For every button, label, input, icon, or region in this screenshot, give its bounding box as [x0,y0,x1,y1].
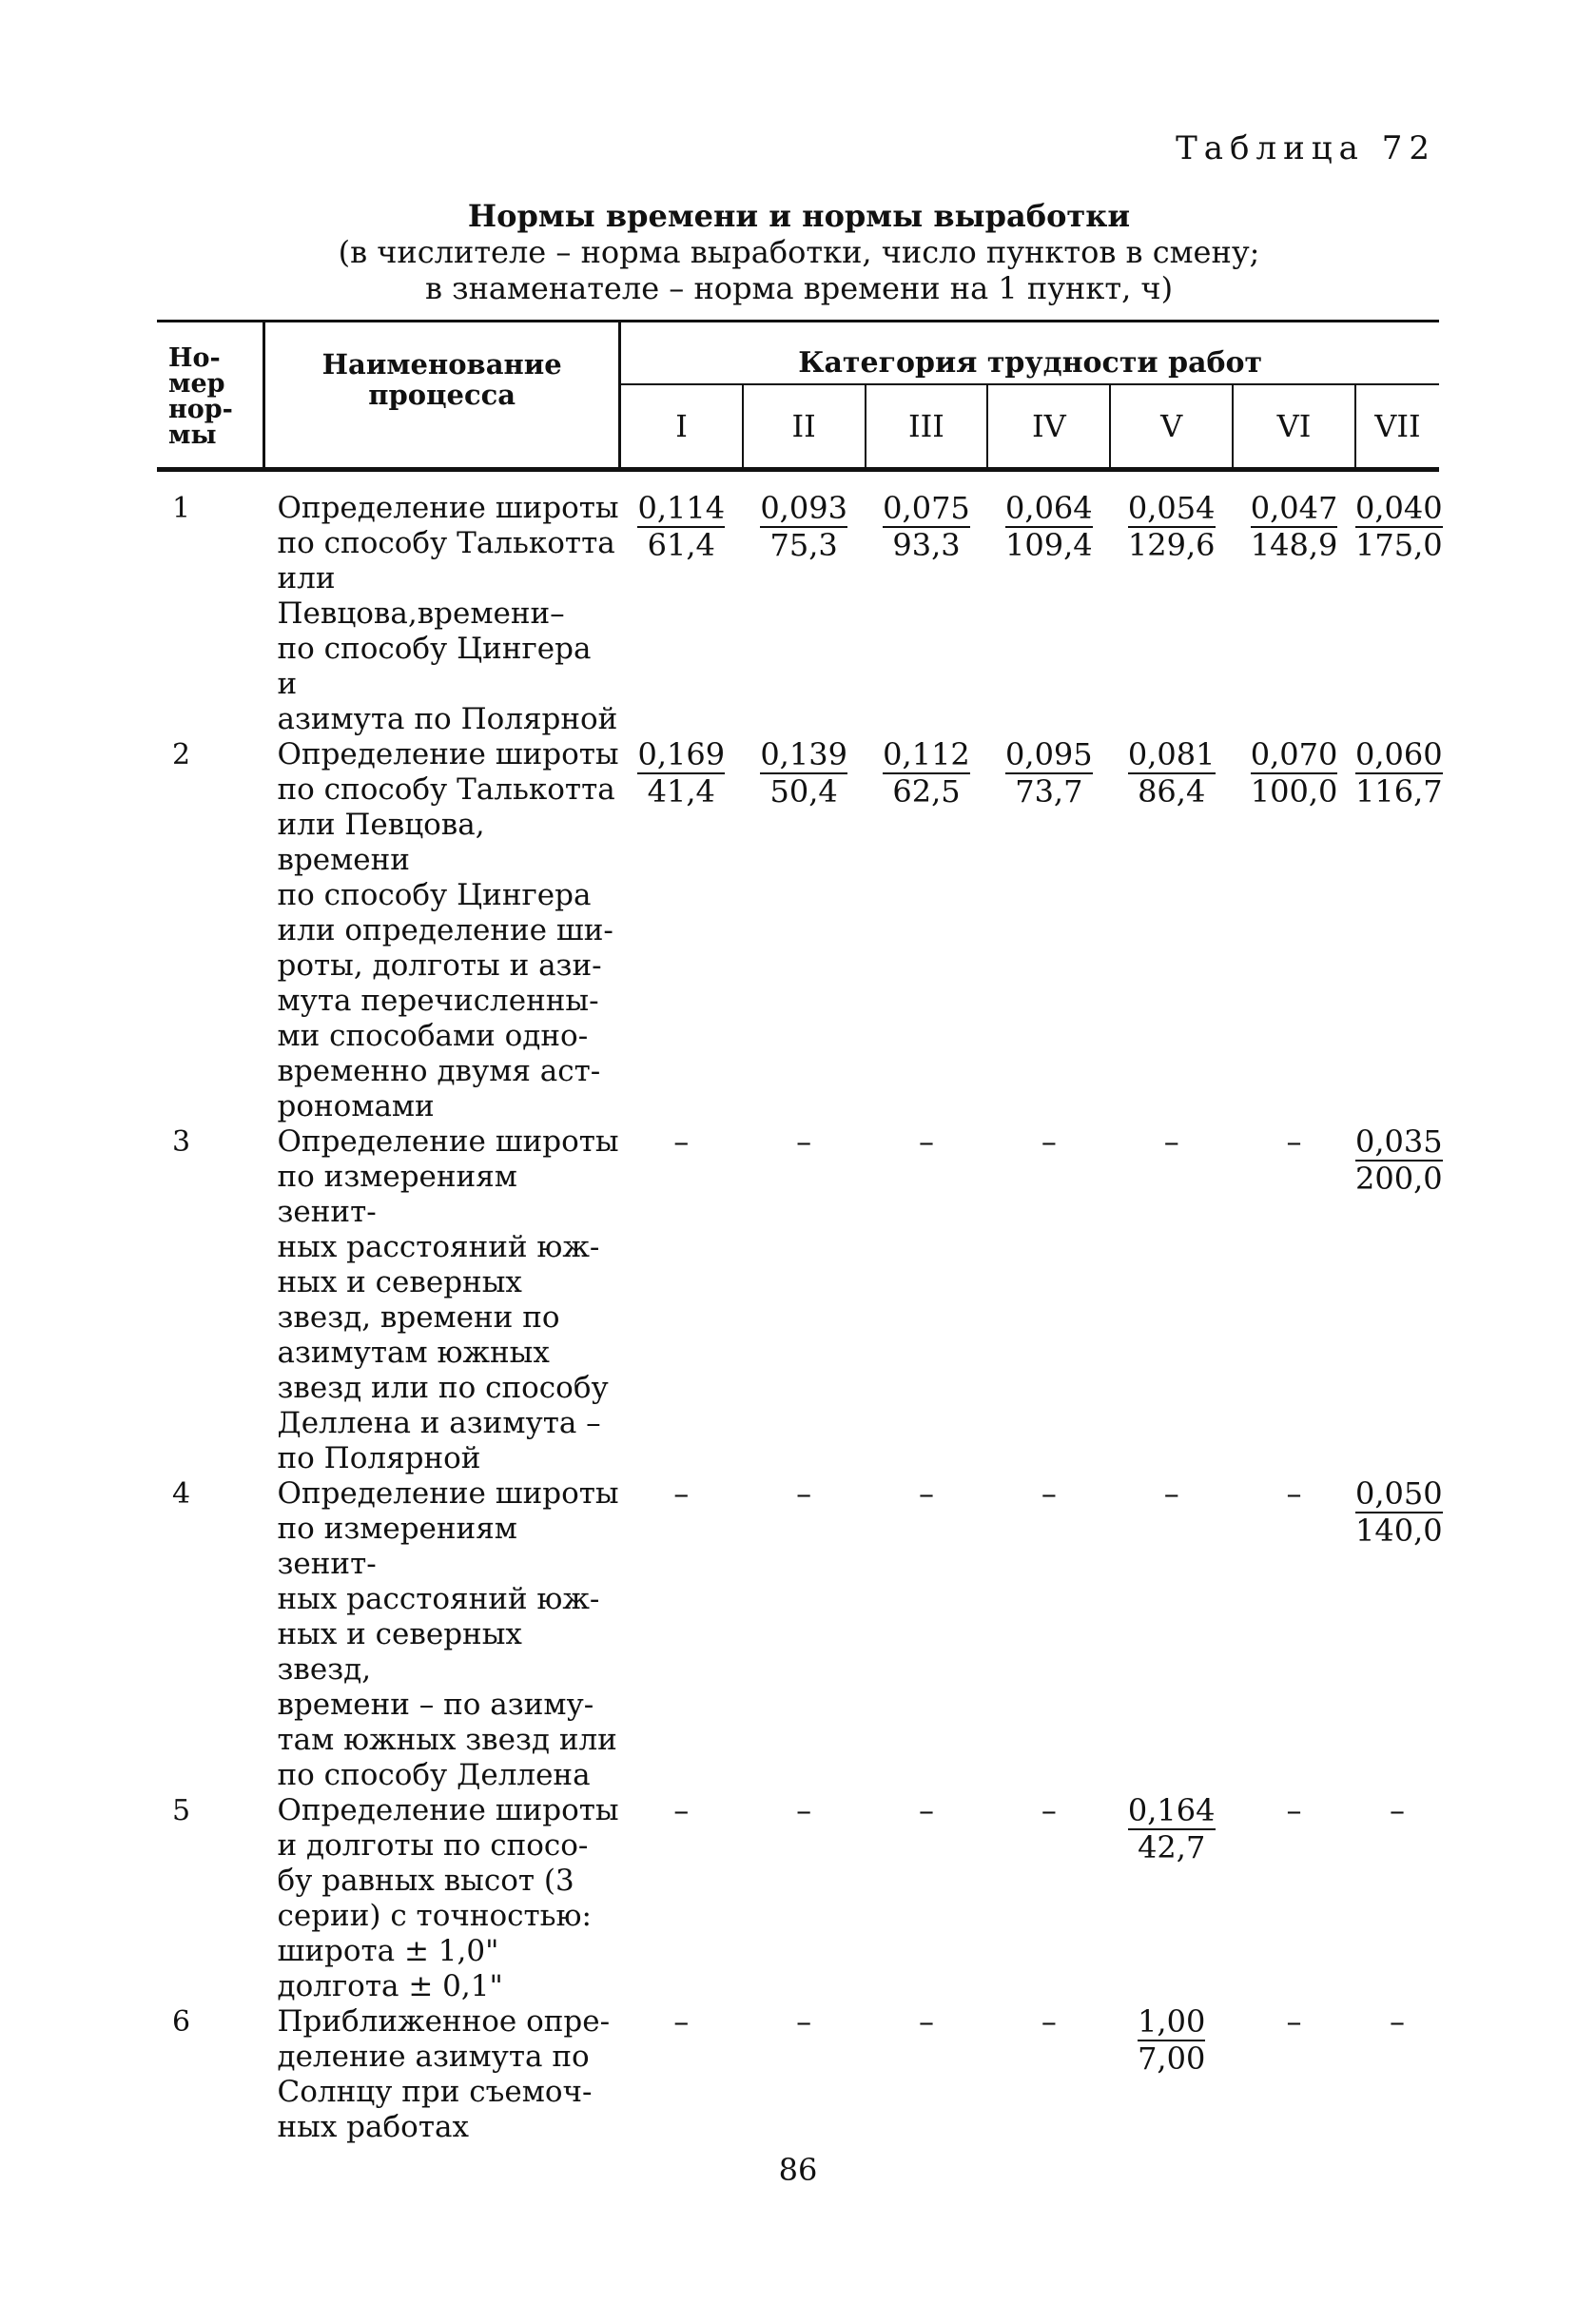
value-cell [743,470,866,738]
empty-dash: – [796,1123,812,1160]
value-cell [620,1476,743,1793]
empty-dash: – [1286,1123,1302,1160]
fraction-numerator: 0,114 [637,490,726,526]
fraction-denominator: 116,7 [1354,773,1443,810]
fraction-denominator: 140,0 [1354,1513,1443,1549]
empty-dash: – [1041,1475,1057,1512]
empty-dash: – [918,1123,934,1160]
header-category-6: VI [1233,384,1355,470]
value-cell [743,1476,866,1793]
row-number: 1 [172,492,191,525]
fraction-numerator: 1,00 [1138,2003,1206,2040]
header-number [157,322,264,470]
table-title [314,198,1284,306]
fraction-denominator: 75,3 [769,527,838,563]
table-row [157,1793,1439,2004]
value-cell [620,1124,743,1476]
value-cell [620,2004,743,2145]
row-number: 2 [172,738,191,771]
table-row [157,737,1439,1124]
empty-dash: – [1389,2003,1405,2040]
table-row [157,2004,1439,2145]
fraction-denominator: 93,3 [892,527,961,563]
value-cell [1233,470,1355,738]
value-cell [620,470,743,738]
header-category-1: I [620,384,743,470]
empty-dash: – [796,2003,812,2040]
value-cell [1354,470,1443,738]
empty-dash: – [673,2003,690,2040]
norm-fraction [1355,491,1443,563]
value-cell [987,1124,1110,1476]
row-process-name: Определение широты и долготы по спосо- бу равных высот (3 серии) с точностью: широта ± 1,0" долгота ± 0,1" [277,1793,619,2003]
header-name [264,322,620,470]
fraction-numerator: 0,047 [1250,490,1338,526]
norm-fraction [637,491,725,563]
title-line-1: Нормы времени и нормы выработки [467,198,1131,234]
fraction-denominator: 200,0 [1354,1161,1443,1197]
fraction-numerator: 0,112 [883,736,970,772]
value-cell [866,1793,988,2004]
title-line-3: в знаменателе – норма времени на 1 пункт, ч) [424,270,1174,306]
fraction-numerator: 0,035 [1354,1123,1443,1160]
value-cell [1233,2004,1355,2145]
value-cell [1354,1475,1443,1793]
empty-dash: – [796,1475,812,1512]
norms-table [157,320,1443,2145]
fraction-numerator: 0,093 [760,490,847,526]
norm-fraction [1355,1476,1443,1549]
value-cell [987,470,1110,738]
header-category-5: V [1110,384,1233,470]
value-cell [1355,2004,1439,2145]
norm-fraction [1005,737,1093,810]
value-cell [866,470,988,738]
value-cell [866,1124,988,1476]
norm-fraction [1355,1124,1443,1197]
fraction-numerator: 0,095 [1005,736,1093,772]
norm-fraction [1128,491,1216,563]
value-cell [1233,1476,1355,1793]
empty-dash: – [1163,1123,1179,1160]
value-cell [987,1793,1110,2004]
fraction-denominator: 100,0 [1250,773,1338,810]
header-number-text: Но- мер нор- мы [168,343,233,450]
value-cell [743,1124,866,1476]
value-cell [1110,737,1233,1124]
value-cell [987,2004,1110,2145]
norm-fraction [1005,491,1093,563]
page-number: 86 [778,2152,818,2188]
row-number: 3 [172,1125,191,1159]
value-cell [1233,1124,1355,1476]
fraction-denominator: 50,4 [769,773,838,810]
table-body [157,470,1443,2146]
header-name-text: Наименование процесса [321,348,562,411]
header-category-4: IV [987,384,1110,470]
value-cell [866,737,988,1124]
header-category-2: II [743,384,866,470]
value-cell [1354,1123,1443,1476]
row-process-name: Определение широты по способу Талькотта или Певцова, времени по способу Цингера или определение ши- роты, долготы и ази- мута перечисленны- ми способами одно- временно двумя аст- рономами [277,737,619,1123]
empty-dash: – [796,1792,812,1828]
fraction-denominator: 61,4 [647,527,715,563]
table-row [157,1476,1439,1793]
fraction-numerator: 0,060 [1354,736,1443,772]
norm-fraction [760,737,847,810]
header-category: Категория трудности работ [620,322,1439,385]
value-cell [743,1793,866,2004]
empty-dash: – [918,1792,934,1828]
empty-dash: – [673,1475,690,1512]
fraction-denominator: 175,0 [1354,527,1443,563]
fraction-numerator: 0,169 [637,736,726,772]
value-cell [987,737,1110,1124]
empty-dash: – [918,2003,934,2040]
fraction-numerator: 0,081 [1127,736,1216,772]
value-cell [620,1793,743,2004]
table-label: Таблица 72 [1176,129,1436,167]
header-category-7: VII [1355,384,1439,470]
empty-dash: – [918,1475,934,1512]
fraction-numerator: 0,054 [1127,490,1216,526]
value-cell [743,2004,866,2145]
value-cell [620,737,743,1124]
value-cell [1233,1793,1355,2004]
value-cell [1233,737,1355,1124]
fraction-numerator: 0,050 [1354,1475,1443,1512]
norm-fraction [1128,737,1216,810]
fraction-numerator: 0,064 [1005,490,1093,526]
value-cell [1355,1793,1439,2004]
table-row [157,470,1439,738]
table-row [157,1124,1439,1476]
empty-dash: – [1163,1475,1179,1512]
row-number: 4 [172,1477,191,1511]
norm-fraction [1251,737,1338,810]
row-number: 5 [172,1794,191,1827]
row-number: 6 [172,2005,191,2039]
fraction-numerator: 0,040 [1354,490,1443,526]
fraction-denominator: 73,7 [1015,773,1083,810]
fraction-denominator: 109,4 [1005,527,1093,563]
row-process-name: Определение широты по измерениям зенит- ных расстояний юж- ных и северных звезд, времени по азимутам южных звезд или по способу Деллена и азимута – по Полярной [277,1124,619,1475]
empty-dash: – [1286,2003,1302,2040]
value-cell [1110,470,1233,738]
fraction-denominator: 42,7 [1138,1829,1206,1865]
fraction-denominator: 7,00 [1138,2040,1206,2077]
empty-dash: – [1286,1792,1302,1828]
value-cell [1110,1124,1233,1476]
norm-fraction [1251,491,1338,563]
value-cell [866,1476,988,1793]
title-line-2: (в числителе – норма выработки, число пунктов в смену; [338,234,1260,270]
value-cell [743,737,866,1124]
fraction-numerator: 0,075 [883,490,970,526]
fraction-denominator: 86,4 [1138,773,1206,810]
empty-dash: – [1286,1475,1302,1512]
fraction-numerator: 0,164 [1127,1792,1216,1828]
norm-fraction [883,491,970,563]
fraction-numerator: 0,139 [760,736,847,772]
value-cell [1110,1476,1233,1793]
value-cell [987,1476,1110,1793]
norm-fraction [760,491,847,563]
norm-fraction [1138,2004,1205,2077]
empty-dash: – [1041,1123,1057,1160]
empty-dash: – [1389,1792,1405,1828]
fraction-denominator: 129,6 [1127,527,1216,563]
value-cell [1354,736,1443,1124]
norm-fraction [1355,737,1443,810]
fraction-denominator: 62,5 [892,773,961,810]
empty-dash: – [1041,1792,1057,1828]
fraction-numerator: 0,070 [1250,736,1338,772]
value-cell [866,2004,988,2145]
fraction-denominator: 41,4 [647,773,715,810]
norm-fraction [1128,1793,1216,1865]
value-cell [1110,1793,1233,2004]
empty-dash: – [673,1123,690,1160]
row-process-name: Приближенное опре- деление азимута по Солнцу при съемоч- ных работах [277,2004,611,2144]
norm-fraction [637,737,725,810]
value-cell [1110,2004,1233,2145]
row-process-name: Определение широты по способу Талькотта или Певцова,времени– по способу Цингера и азимута по Полярной [277,491,619,736]
header-category-3: III [866,384,988,470]
row-process-name: Определение широты по измерениям зенит- ных расстояний юж- ных и северных звезд, времени – по азиму- там южных звезд или по способу Деллена [277,1476,619,1792]
empty-dash: – [673,1792,690,1828]
fraction-denominator: 148,9 [1250,527,1338,563]
empty-dash: – [1041,2003,1057,2040]
norm-fraction [883,737,970,810]
